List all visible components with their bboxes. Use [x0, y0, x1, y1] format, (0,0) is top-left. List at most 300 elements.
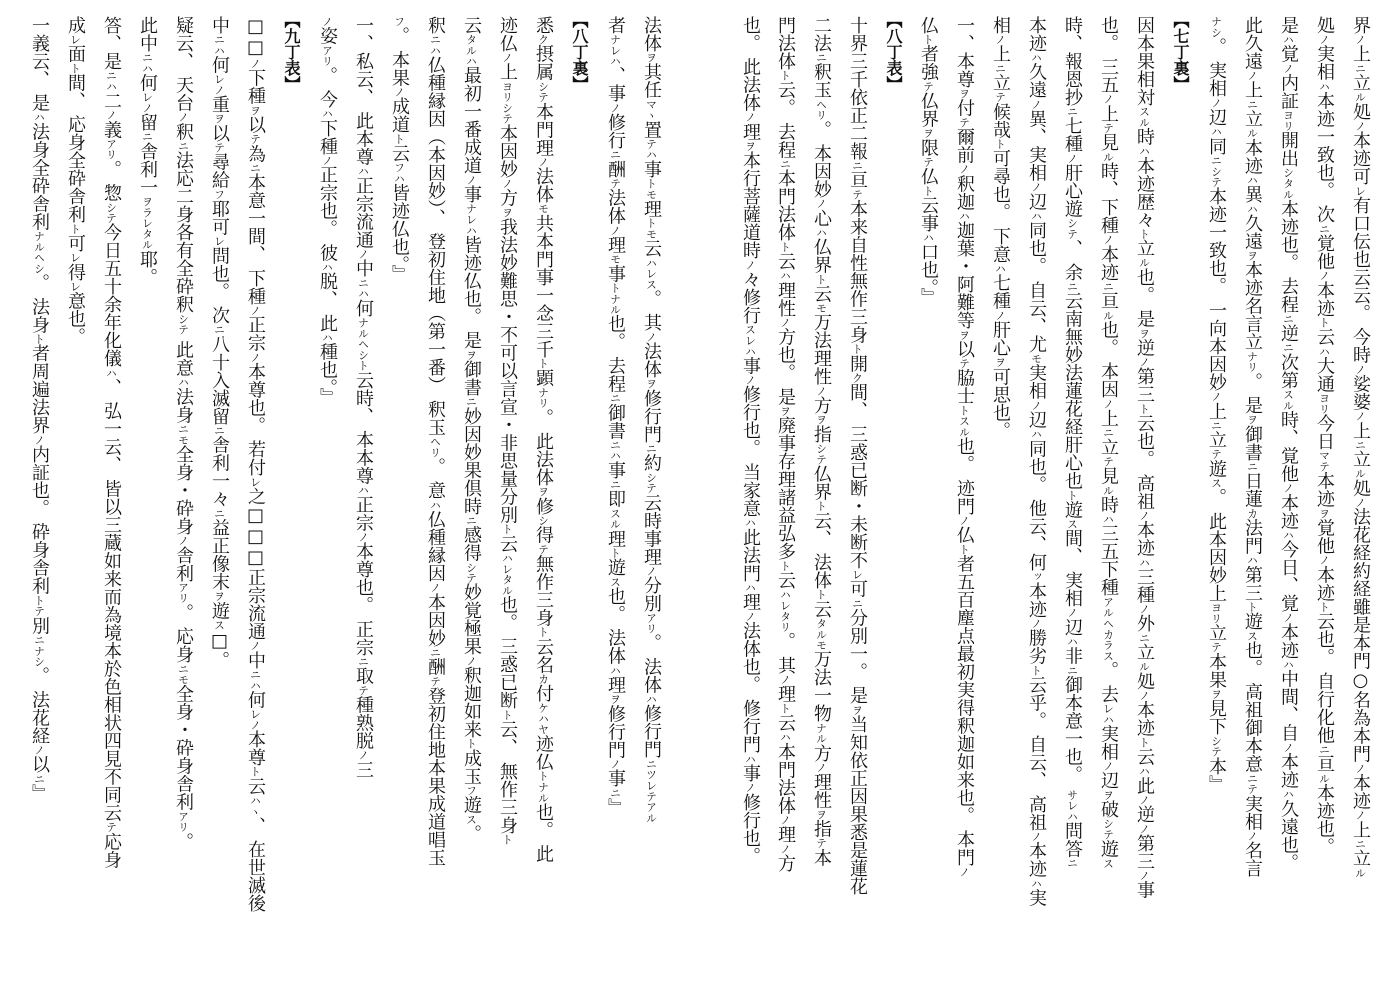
kana-annotation: ノ	[1282, 482, 1295, 494]
kana-annotation: レ	[69, 280, 82, 292]
kana-annotation: ノ	[465, 174, 478, 186]
text-column: 者ナレハ、事ノ修行ニ酬テ法体ノ理モ事トナル也。 去程ニ御書ニハ事ニ即スル理ト遊ス也。 法体ハ理ヲ修行門ノ事ニ』	[605, 16, 626, 817]
kana-annotation: ノ	[33, 434, 46, 446]
kana-annotation: ナル	[815, 722, 828, 745]
folio-marker: 【七丁裏】	[1171, 12, 1190, 92]
kana-annotation: ニ	[851, 160, 864, 171]
kana-annotation: ト	[249, 766, 262, 777]
kana-annotation: ニ	[1210, 419, 1223, 431]
kana-annotation: ヲ	[537, 486, 550, 498]
kana-annotation: ニハ	[357, 277, 370, 299]
kana-annotation: ヨリ	[1318, 392, 1331, 415]
kana-annotation: ト	[609, 547, 622, 559]
kana-annotation: ヲ	[994, 356, 1007, 368]
kana-annotation: テ	[1102, 122, 1115, 134]
kana-annotation: ヲ	[744, 140, 757, 152]
kana-annotation: ノ	[1030, 181, 1043, 193]
text-column: 疑云、 天台ノ釈ニ法応二身各有全砕釈シテ 此意ハ法身ニモ全身・砕身ノ舎利アリ。 応身ニモ全身・砕身舎利アリ。	[173, 16, 194, 851]
kana-annotation: テ	[609, 178, 622, 189]
kana-annotation: ノ	[1138, 603, 1151, 615]
kana-annotation: ナルヘシ	[33, 230, 46, 274]
kana-annotation: ニ	[213, 324, 226, 336]
kana-annotation: ヲ	[958, 329, 971, 341]
kana-annotation: ノ	[1138, 823, 1151, 835]
kana-annotation: ナリ	[1246, 350, 1259, 373]
kana-annotation: ハ	[1210, 126, 1223, 137]
kana-annotation: ヲ	[1246, 414, 1259, 426]
kana-annotation: ニ	[1066, 857, 1079, 869]
kana-annotation: ヨリ	[1282, 109, 1295, 132]
kana-annotation: ニ	[609, 479, 622, 490]
text-column: 処ノ実相ハ本迹一致也。 次ニ覚他ノ本迹ト云ハ大通ヨリ今日マテ本迹ヲ覚他ノ本迹ト云也。 自行化他ニ亘ル本迹也。	[1314, 16, 1335, 856]
kana-annotation: ニ	[249, 162, 262, 174]
kana-annotation: ニ	[1354, 439, 1367, 451]
kana-annotation: スル	[609, 507, 622, 530]
folio-marker: 【八丁裏】	[570, 12, 589, 92]
kana-annotation: テ	[1210, 448, 1223, 460]
kana-annotation: ル	[1354, 867, 1367, 879]
kana-annotation: ハ	[321, 261, 334, 273]
kana-annotation: シテ	[815, 443, 828, 465]
kana-annotation: ト	[922, 34, 935, 45]
text-column: 法体ヲ其任マヽ置テハ事トモ理トモ云ハレス。 其ノ法体ヲ修行門ニ約シテ云時事理ノ分別アリ。 法体ハ修行門ニツレテアル	[641, 16, 662, 824]
kana-annotation: ヲ	[465, 349, 478, 361]
kana-annotation: ル	[1102, 151, 1115, 163]
kana-annotation: ニモ	[177, 423, 190, 446]
kana-annotation: ノ	[501, 178, 514, 189]
kana-annotation: ニシテ	[1210, 154, 1223, 188]
kana-annotation: ニ	[1246, 98, 1259, 110]
kana-annotation: ト	[537, 626, 550, 638]
kana-annotation: ハ	[1246, 203, 1259, 215]
kana-annotation: ノ	[1354, 497, 1367, 508]
kana-annotation: ニ	[1246, 461, 1259, 472]
kana-annotation: ノ	[1102, 234, 1115, 245]
kana-annotation: ノ	[1066, 152, 1079, 164]
kana-annotation: テ	[213, 142, 226, 153]
text-column: □□ノ下種ヲ以テ為ニ本意一間、 下種ノ正宗ノ本尊也。 若付レ之□□□正宗流通ノ中ニハ何レノ本尊ト云ハヽ、 在世滅後	[245, 16, 266, 913]
kana-annotation: ハ	[779, 270, 792, 281]
text-column: 仏ト者強テ仏界ヲ限テ仏ト云事ハ口也。』	[918, 16, 939, 306]
kana-annotation: レ	[249, 476, 262, 488]
text-column: 一義云、 是ハ法身全砕舎利ナルヘシ。 法身ト者周遍法界ノ内証也。 砕身舎利トテ別ニナシ。 法花経ノ以ニ』	[29, 16, 50, 803]
kana-annotation: ノ	[1138, 794, 1151, 806]
kana-annotation: ノ	[744, 259, 757, 271]
kana-annotation: ニ	[1066, 280, 1079, 292]
text-column: 十界三千依正二報ニ亘テ本来自性無作三身ト開ク間、 三惑已断・未断不レ可ニ分別一。 是ヲ当知依正因果悉是蓮花	[847, 16, 868, 896]
kana-annotation: テ	[357, 684, 370, 696]
kana-annotation: ヲ	[213, 590, 226, 602]
kana-annotation: トナル	[537, 770, 550, 804]
kana-annotation: ニツレテアル	[645, 758, 658, 824]
kana-annotation: ト	[33, 333, 46, 345]
kana-annotation: ヲ	[922, 127, 935, 139]
kana-annotation: ノ	[1246, 70, 1259, 81]
kana-annotation: ノ	[779, 843, 792, 855]
kana-annotation: トモ	[645, 178, 658, 200]
kana-annotation: ノ	[994, 309, 1007, 321]
kana-annotation: ニ	[357, 656, 370, 667]
kana-annotation: ノ	[958, 866, 971, 878]
kana-annotation: ル	[1138, 661, 1151, 673]
kana-annotation: ハ	[922, 232, 935, 243]
kana-annotation: ト	[958, 543, 971, 555]
kana-annotation: ノ	[1030, 831, 1043, 842]
kana-annotation: アリ	[177, 581, 190, 604]
kana-annotation: ノ	[609, 224, 622, 236]
kana-annotation: ト	[1138, 228, 1151, 240]
kana-annotation: ハ	[1030, 428, 1043, 440]
kana-annotation: ト	[815, 273, 828, 285]
kana-annotation: ハ	[1030, 877, 1043, 889]
kana-annotation: ト	[537, 358, 550, 369]
kana-annotation: ハレタリ	[779, 589, 792, 633]
kana-annotation: モ	[609, 253, 622, 265]
kana-annotation: ト	[501, 709, 514, 721]
kana-annotation: ニテ	[1246, 772, 1259, 795]
kana-annotation: ニ	[213, 507, 226, 519]
kana-annotation: ノ	[177, 111, 190, 123]
kana-annotation: ノ	[1030, 399, 1043, 411]
kana-annotation: ニナシ	[33, 634, 46, 667]
kana-annotation: ノ	[33, 744, 46, 756]
kana-annotation: ノ	[249, 304, 262, 316]
kana-annotation: ノ	[958, 515, 971, 526]
kana-annotation: シテ	[1210, 735, 1223, 757]
kana-annotation: ハ	[33, 111, 46, 123]
kana-annotation: ハ	[1030, 210, 1043, 222]
kana-annotation: ニ	[609, 149, 622, 161]
kana-annotation: アリ	[177, 810, 190, 833]
kana-annotation: ル	[1318, 772, 1331, 784]
text-column: 一、本尊ヲ付テ爾前ノ釈迦ハ迦葉・阿難等ヲ以テ脇士トスル也。 迹門ノ仏ト者五百塵点最初実得釈迦如来也。 本門ノ	[954, 16, 975, 878]
kana-annotation: ノ	[1318, 554, 1331, 566]
kana-annotation: ノ	[744, 610, 757, 622]
kana-annotation: ノ	[1030, 98, 1043, 110]
kana-annotation: シテ	[1102, 818, 1115, 840]
kana-annotation: ト	[1030, 664, 1043, 676]
kana-annotation: ノ	[1138, 356, 1151, 368]
kana-annotation: ハ	[645, 693, 658, 705]
kana-annotation: ク	[537, 34, 550, 45]
text-column: 迹仏ノ上ヨリシテ本因妙ノ方ヲ我法妙難思・不可以言宣・非思量分別ト云ハレタル也。 三惑已断ト云、 無作三身ト	[497, 16, 518, 845]
kana-annotation: ト	[393, 133, 406, 145]
kana-annotation: シタル	[1282, 167, 1295, 200]
kana-annotation: ノ	[1282, 741, 1295, 753]
kana-annotation: ト	[779, 70, 792, 81]
kana-annotation: ノ	[465, 655, 478, 667]
left-page	[0, 0, 690, 985]
kana-annotation: ニ	[465, 514, 478, 526]
text-column: 悉ク摂属シテ本門理ノ法体モ共本門事一念三千ト顕ナリ。 此法体ヲ修シ得テ無作三身ト云名カ付ケハヤ迹仏トナル也。 此	[533, 16, 554, 863]
kana-annotation: ニ	[1318, 744, 1331, 755]
kana-annotation: ヘリ	[429, 436, 442, 458]
kana-annotation: レ	[851, 568, 864, 580]
kana-annotation: トナル	[609, 282, 622, 315]
text-column: 門法体ト云。 去程ニ本門法体ト云ハ理性ノ方也。 是ヲ廃事存理諸益弘多ト云ハレタリ。 其ノ理ト云ハ本門法体ノ理ノ方	[775, 16, 796, 873]
kana-annotation: ヲ	[851, 704, 864, 716]
kana-annotation: ヲ	[645, 378, 658, 390]
kana-annotation: ハ	[744, 517, 757, 528]
kana-annotation: ノ	[357, 531, 370, 543]
kana-annotation: ハ	[1102, 513, 1115, 525]
kana-annotation: ナレハ	[465, 203, 478, 236]
kana-annotation: レノ	[141, 91, 154, 114]
kana-annotation: ハ	[1138, 556, 1151, 568]
kana-annotation: ノ	[994, 34, 1007, 45]
kana-annotation: ノ	[1246, 830, 1259, 842]
kana-annotation: ハ	[779, 731, 792, 743]
kana-annotation: テ	[994, 91, 1007, 103]
kana-annotation: ノ	[779, 814, 792, 826]
kana-annotation: ノ	[177, 535, 190, 546]
kana-annotation: ノ	[393, 86, 406, 98]
kana-annotation: ハ	[1318, 80, 1331, 92]
kana-annotation: テ	[1102, 455, 1115, 467]
kana-annotation: ト	[851, 343, 864, 355]
kana-annotation: ノ	[815, 385, 828, 397]
kana-annotation: ナルヘシト	[357, 316, 370, 371]
kana-annotation: シテ	[645, 471, 658, 494]
kana-annotation: ニ	[33, 773, 46, 785]
kana-annotation: ケハヤ	[537, 702, 550, 735]
kana-annotation: ト	[501, 523, 514, 535]
kana-annotation: ス	[1066, 518, 1079, 530]
kana-annotation: マテ	[1318, 450, 1331, 472]
kana-annotation: タルハ	[465, 34, 478, 67]
kana-annotation: ハ	[1282, 788, 1295, 800]
text-column: 釈ニハ仏種縁因（本因妙）、 登初住地（第一番） 釈玉ヘリ。 意ハ仏種縁因ノ本因妙ニ酬テ登初住地本果成道唱玉	[425, 16, 446, 867]
kana-annotation: ノ	[357, 248, 370, 260]
kana-annotation: ヨリシテ	[501, 80, 514, 125]
kana-annotation: ス	[609, 576, 622, 588]
kana-annotation: ノ	[1138, 870, 1151, 881]
kana-annotation: ノ	[645, 565, 658, 577]
kana-annotation: ノ	[537, 156, 550, 168]
kana-annotation: スル	[1138, 106, 1151, 128]
kana-annotation: ノ	[1102, 93, 1115, 105]
kana-annotation: タルモ	[815, 618, 828, 651]
kana-annotation: ハ	[1030, 52, 1043, 63]
kana-annotation: ニ	[645, 443, 658, 454]
kana-annotation: ノ	[249, 640, 262, 651]
kana-annotation: モ	[815, 302, 828, 314]
kana-annotation: ノ	[609, 102, 622, 114]
kana-annotation: ス	[213, 619, 226, 631]
kana-annotation: ヲラレタル	[141, 196, 154, 251]
kana-annotation: ル	[1354, 468, 1367, 480]
text-column: ナシ。 実相ノ辺ハ同ニシテ本迹一致也。 一向本因妙ノ上ニ立テ遊ス。 此本因妙上ヨリ立テ本果ヲ見下シテ本』	[1206, 16, 1227, 793]
kana-annotation: サレハ	[1066, 789, 1079, 822]
kana-annotation: ハレタル	[501, 552, 514, 596]
kana-annotation: テ	[958, 116, 971, 128]
kana-annotation: ニ	[851, 597, 864, 609]
kana-annotation: ノ	[1318, 34, 1331, 45]
kana-annotation: ク	[851, 372, 864, 384]
text-column: 因本果相対スル時ハ本迹歴々ト立ル也。 是ヲ逆ノ第三ト云也。 高祖ノ本迹ハ三種ノ外ニ立ル処ノ本迹ト云ハ此ノ逆ノ第三ノ事	[1134, 16, 1155, 899]
kana-annotation: ニ	[1282, 313, 1295, 325]
text-column: 也。 此法体ノ理ヲ本行菩薩道時ノ々修行スレハ事ノ修行也。 当家意ハ此法門ハ理ノ法体也。 修行門ハ事ノ修行也。	[740, 16, 761, 865]
kana-annotation: ニ	[815, 52, 828, 63]
kana-annotation: ヲ	[501, 206, 514, 218]
kana-annotation: カ	[1246, 507, 1259, 519]
kana-annotation: ニ	[1066, 664, 1079, 676]
kana-annotation: テ	[105, 821, 118, 833]
kana-annotation: ニ	[1318, 223, 1331, 235]
kana-annotation: ハ	[1282, 529, 1295, 541]
text-column: 此久遠ノ上ニ立ル本迹ハ異ハ久遠ヲ本迹名言立ナリ。 是ヲ御書ニ日蓮カ法門ハ第三ト遊ス也。 高祖御本意ニテ実相ノ名言	[1242, 16, 1263, 878]
text-column: 此中ニハ何レノ留ニ舎利一ヲラレタル耶。	[137, 16, 158, 287]
kana-annotation: ノ	[1354, 762, 1367, 774]
kana-annotation: ハ	[1066, 635, 1079, 647]
kana-annotation: ノ	[501, 52, 514, 63]
kana-annotation: シテ	[105, 201, 118, 224]
kana-annotation: ノ	[1282, 62, 1295, 74]
kana-annotation: モ	[1030, 352, 1043, 364]
text-column: 云タルハ最初一番成道ノ事ナレハ皆迹仏也。 是ヲ御書ニ妙因妙果倶時ニ感得シテ妙覚極果ノ釈迦如来ト成玉フ遊ス。	[461, 16, 482, 843]
kana-annotation: ノ	[815, 198, 828, 209]
kana-annotation: ニ	[465, 396, 478, 407]
kana-annotation: ハ	[1138, 765, 1151, 777]
kana-annotation: ス	[1246, 630, 1259, 642]
kana-annotation: ノ	[744, 374, 757, 386]
kana-annotation: テハ	[645, 138, 658, 161]
kana-annotation: トスル	[958, 404, 971, 438]
kana-annotation: フ	[213, 188, 226, 200]
kana-annotation: テ	[249, 133, 262, 145]
kana-annotation: ハ	[105, 367, 118, 379]
text-column: 成レ面ト間、 応身全砕舎利ト可レ得レ意也。	[65, 16, 86, 346]
kana-annotation: テ	[1210, 641, 1223, 653]
kana-annotation: ノ	[1210, 391, 1223, 402]
kana-annotation: ハ	[357, 165, 370, 177]
kana-annotation: ニハ	[141, 52, 154, 74]
kana-annotation: ト	[1318, 601, 1331, 613]
kana-annotation: ニ	[1066, 106, 1079, 117]
kana-annotation: ト	[69, 223, 82, 235]
kana-annotation: シテ	[465, 561, 478, 584]
kana-annotation: ノ	[1102, 760, 1115, 772]
kana-annotation: ノ	[815, 762, 828, 773]
kana-annotation: ト	[1246, 601, 1259, 613]
folio-marker: 【九丁表】	[282, 12, 301, 92]
kana-annotation: ニ	[609, 392, 622, 404]
kana-annotation: ヘリ	[815, 98, 828, 121]
kana-annotation: ハ	[744, 753, 757, 765]
kana-annotation: ト	[1066, 489, 1079, 501]
kana-annotation: カ	[537, 673, 550, 685]
kana-annotation: ハ	[609, 664, 622, 676]
kana-annotation: ス	[1102, 857, 1115, 869]
kana-annotation: ナリ	[537, 386, 550, 409]
text-column: 中ニハ何レノ重ヲ以テ尋給フ耶可レ問也。 次ニ八十入滅留ニ舎利一々ニ益正像末ヲ遊ス□。	[209, 16, 230, 670]
kana-annotation: ノ	[357, 749, 370, 761]
kana-annotation: ハ	[321, 108, 334, 119]
kana-annotation: ノ	[1138, 509, 1151, 521]
kana-annotation: ニ	[1102, 427, 1115, 438]
kana-annotation: ノ	[744, 782, 757, 793]
kana-annotation: ト	[779, 241, 792, 253]
kana-annotation: ニ	[177, 140, 190, 152]
kana-annotation: ニハ	[105, 70, 118, 92]
kana-annotation: ノ	[1138, 690, 1151, 701]
kana-annotation: ト	[779, 560, 792, 572]
kana-annotation: ノ	[1354, 410, 1367, 422]
kana-annotation: シテ	[177, 313, 190, 335]
kana-annotation: ニハ	[249, 668, 262, 691]
kana-annotation: ハ	[177, 376, 190, 388]
kana-annotation: ヲ	[815, 808, 828, 820]
text-column: 界ノ上ニ立ル処ノ本迹可レ有口伝也云云。 今時ノ娑婆ノ上ニ立ル処ノ法花経約経雖是本門○名為本門ノ本迹ノ上ニ立ル	[1350, 16, 1371, 879]
kana-annotation: フハ	[393, 162, 406, 184]
text-column: 時、報恩抄ニ七種ノ肝心遊シテ、 余ニ云南無妙法蓮花経肝心也ト遊ス間、 実相ノ辺ハ非ニ御本意一也。 サレハ問答ニ	[1062, 16, 1083, 869]
kana-annotation: ヲ	[1318, 507, 1331, 519]
kana-annotation: ノ	[1282, 612, 1295, 624]
kana-annotation: ヨリ	[1210, 602, 1223, 624]
kana-annotation: ノ	[779, 316, 792, 328]
folio-marker: 【八丁表】	[884, 12, 903, 92]
kana-annotation: レハ	[1102, 702, 1115, 725]
kana-annotation: テ	[922, 156, 935, 168]
kana-annotation: ヲ	[645, 52, 658, 63]
kana-annotation: テ	[429, 675, 442, 687]
text-column: 也。 三五ノ上テ見ル時、下種ノ本迹ニ亘ル也。 本因ノ上ニ立テ見ル時ハ三五下種アルヘカラス。 去レハ実相ノ辺ヲ破シテ遊ス	[1098, 16, 1119, 869]
kana-annotation: ナレハ	[609, 34, 622, 67]
kana-annotation: ノ	[429, 582, 442, 594]
kana-annotation: ノ	[1354, 809, 1367, 821]
kana-annotation: ハ	[815, 226, 828, 238]
kana-annotation: ヲ	[815, 414, 828, 426]
kana-annotation: ル	[1102, 484, 1115, 496]
kana-annotation: ニ	[1102, 280, 1115, 292]
kana-annotation: ニ	[141, 131, 154, 143]
kana-annotation: ヲ	[1102, 789, 1115, 801]
kana-annotation: アリ	[321, 44, 334, 67]
kana-annotation: シ	[537, 515, 550, 526]
kana-annotation: ノ	[1354, 363, 1367, 375]
kana-annotation: ト	[779, 702, 792, 714]
kana-annotation: ノ	[249, 58, 262, 69]
kana-annotation: ハ	[357, 484, 370, 496]
kana-annotation: ノ	[105, 109, 118, 121]
text-column: 答、是ニハ二ノ義アリ。 惣シテ今日五十余年化儀ハ、 弘一云、 皆以三蔵如来而為境本於色相状四見不同云テ応身	[101, 16, 122, 869]
kana-annotation: ヲ	[1246, 250, 1259, 261]
kana-annotation: ッ	[1030, 571, 1043, 582]
kana-annotation: ノ	[1354, 120, 1367, 132]
kana-annotation: レノ	[213, 73, 226, 96]
kana-annotation: ヲ	[1210, 688, 1223, 700]
kana-annotation: ニ	[609, 787, 622, 799]
text-column: 二法ニ釈玉ヘリ。 本因妙ノ心ハ仏界ト云モ万法理性ノ方ヲ指シテ仏界ト云、 法体ト云タルモ万法一物ナル方ノ理性ヲ指テ本	[811, 16, 832, 867]
kana-annotation: ニモ	[177, 663, 190, 685]
kana-annotation: ト	[1318, 316, 1331, 328]
kana-annotation: ニ	[1354, 838, 1367, 850]
kana-annotation: ス	[465, 813, 478, 825]
kana-annotation: ハ	[1282, 659, 1295, 670]
kana-annotation: テ	[815, 837, 828, 849]
kana-annotation: ニ	[1354, 62, 1367, 74]
kana-annotation: ル	[1138, 257, 1151, 269]
kana-annotation: ハ	[744, 581, 757, 593]
kana-annotation: ノ	[609, 758, 622, 770]
kana-annotation: ノ	[1066, 607, 1079, 618]
kana-annotation: ニ	[1138, 632, 1151, 644]
kana-annotation: テ	[537, 543, 550, 555]
kana-annotation: ト	[922, 185, 935, 197]
kana-annotation: ハ	[1318, 345, 1331, 357]
kana-annotation: スル	[1282, 389, 1295, 411]
kana-annotation: ノ	[249, 351, 262, 363]
